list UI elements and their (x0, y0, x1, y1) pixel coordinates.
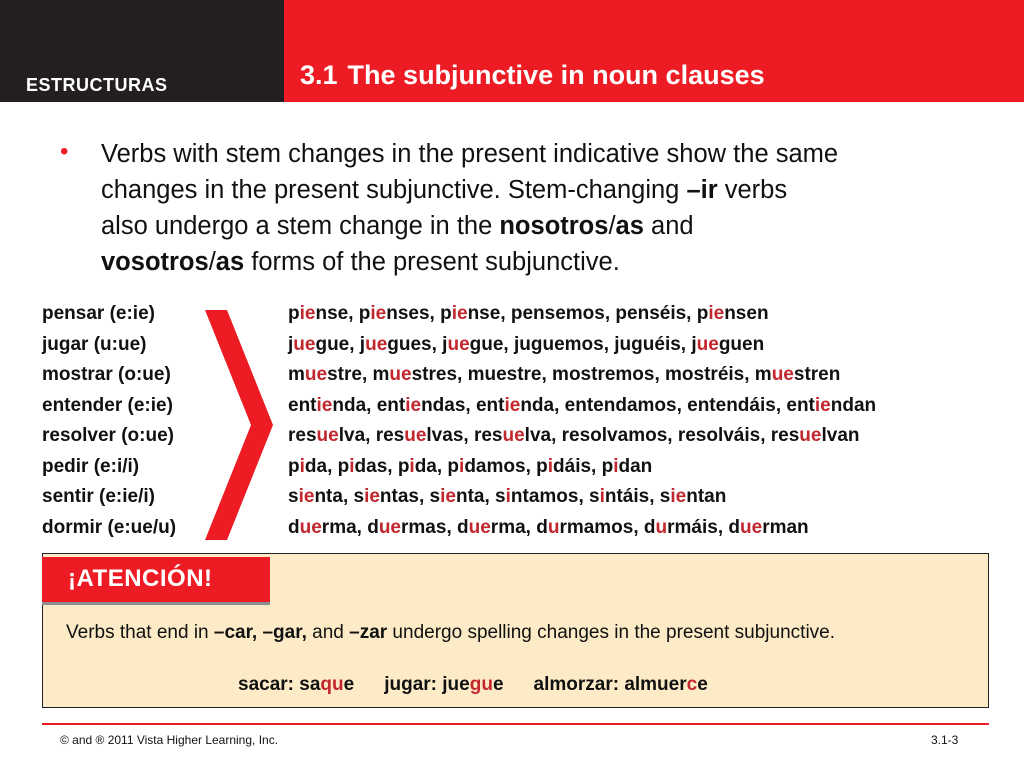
copyright: © and ® 2011 Vista Higher Learning, Inc. (60, 733, 279, 747)
spelling-example: sacar: saque (238, 674, 355, 695)
verb-row (42, 421, 1018, 452)
verb-infinitive: resolver (o:ue) (42, 425, 174, 446)
slide-number: 3.1 (300, 60, 338, 90)
verb-row (42, 330, 1018, 361)
verb-infinitive: dormir (e:ue/u) (42, 516, 177, 538)
footer-divider (42, 723, 989, 725)
spelling-example: almorzar: almuerce (533, 674, 708, 695)
verb-row (42, 360, 1018, 391)
verb-subjunctive-forms: sienta, sientas, sienta, sintamos, sintáis, sientan (288, 486, 727, 507)
bullet-marker: • (60, 138, 69, 165)
atencion-note: Verbs that end in –car, –gar, and –zar undergo spelling changes in the present subjunctive. (66, 622, 836, 643)
verb-subjunctive-forms: piense, pienses, piense, pensemos, penséis, piensen (288, 303, 769, 324)
verb-subjunctive-forms: pida, pidas, pida, pidamos, pidáis, pidan (288, 455, 653, 477)
chevron-arrow-icon (205, 310, 275, 540)
verb-row (42, 452, 1018, 483)
verb-infinitive: pensar (e:ie) (42, 303, 155, 324)
verb-row (42, 513, 1018, 544)
verb-infinitive: jugar (u:ue) (42, 333, 147, 355)
verb-conjugation-list (42, 299, 1018, 543)
verb-row (42, 299, 1018, 330)
verb-row (42, 391, 1018, 422)
verb-infinitive: pedir (e:i/i) (42, 455, 140, 477)
spelling-change-examples (238, 674, 738, 696)
verb-subjunctive-forms: muestre, muestres, muestre, mostremos, mostréis, muestren (288, 364, 841, 385)
verb-subjunctive-forms: resuelva, resuelvas, resuelva, resolvamos, resolváis, resuelvan (288, 425, 860, 446)
atencion-tab: ¡ATENCIÓN! (42, 557, 270, 605)
slide-title (300, 60, 765, 91)
verb-subjunctive-forms: entienda, entiendas, entienda, entendamos, entendáis, entiendan (288, 394, 877, 416)
spelling-example: jugar: juegue (384, 674, 504, 695)
verb-infinitive: sentir (e:ie/i) (42, 486, 155, 507)
verb-infinitive: entender (e:ie) (42, 394, 173, 416)
page-number: 3.1-3 (931, 733, 959, 747)
verb-row (42, 482, 1018, 513)
section-label: ESTRUCTURAS (26, 75, 168, 95)
verb-subjunctive-forms: duerma, duermas, duerma, durmamos, durmáis, duerman (288, 516, 809, 538)
verb-infinitive: mostrar (o:ue) (42, 364, 171, 385)
verb-subjunctive-forms: juegue, juegues, juegue, juguemos, juguéis, jueguen (288, 333, 765, 355)
bullet-text: Verbs with stem changes in the present indicative show the same changes in the present subjunctive. Stem-changing –ir verbs also undergo a stem change in the nosotros/as and vosotros/as forms of the present subjunctive. (101, 140, 839, 276)
slide-title-text: The subjunctive in noun clauses (347, 60, 765, 90)
